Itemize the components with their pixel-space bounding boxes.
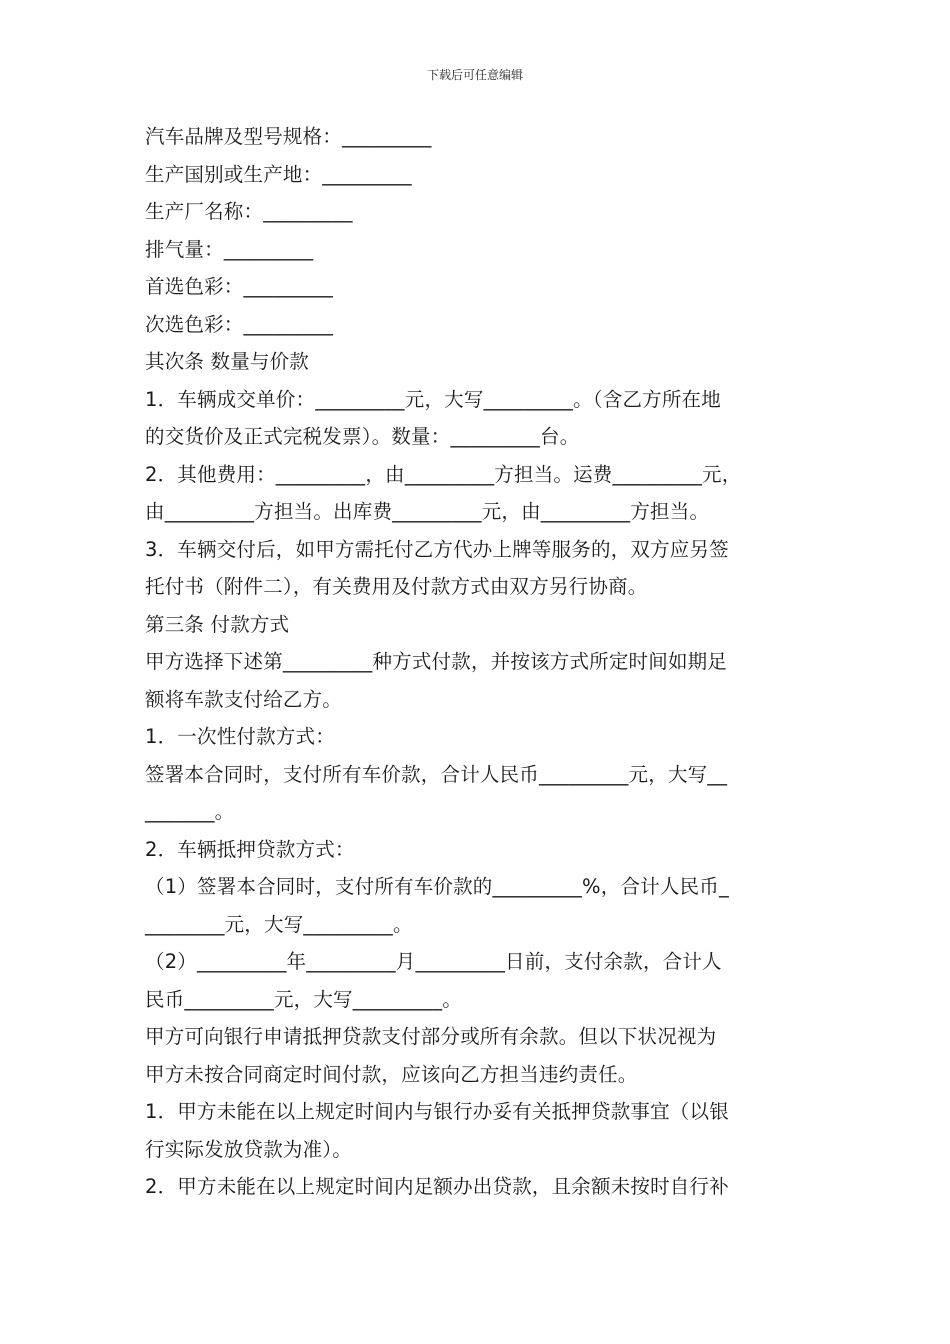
breach-item-1-cont: 行实际发放贷款为准）。 — [145, 1137, 352, 1161]
field-second-color: 次选色彩：_________ — [145, 312, 334, 336]
mortgage-item-1-cont: ________元，大写_________。 — [145, 912, 413, 936]
bank-loan-paragraph: 甲方可向银行申请抵押贷款支付部分或所有余款。但以下状况视为 — [145, 1025, 717, 1048]
payment-choice: 甲方选择下述第_________种方式付款，并按该方式所定时间如期足 — [145, 650, 728, 673]
clause-other-fees: 2．其他费用：_________，由_________方担当。运费_________元， — [145, 462, 742, 486]
clause-other-fees-cont: 由_________方担当。出库费_________元，由_________方担当。 — [145, 500, 710, 523]
clause-unit-price-cont: 的交货价及正式完税发票）。数量：_________台。 — [145, 425, 580, 448]
document-body — [145, 118, 815, 1206]
lump-sum-text-cont: _______。 — [145, 800, 235, 823]
page-header: 下载后可任意编辑 — [426, 68, 523, 82]
field-first-color: 首选色彩：_________ — [145, 275, 334, 298]
mortgage-item-1: （1）签署本合同时，支付所有车价款的_________%，合计人民币_ — [145, 875, 729, 898]
field-manufacturer: 生产厂名称：_________ — [145, 200, 353, 223]
mortgage-item-2: （2）_________年_________月_________日前，支付余款，合计人 — [145, 950, 722, 973]
mortgage-heading: 2．车辆抵押贷款方式： — [145, 837, 355, 861]
breach-item-2: 2．甲方未能在以上规定时间内足额办出贷款，且余额未按时自行补 — [145, 1175, 729, 1198]
mortgage-item-2-cont: 民币_________元，大写_________。 — [145, 987, 463, 1011]
breach-item-1: 1．甲方未能在以上规定时间内与银行办妥有关抵押贷款事宜（以银 — [145, 1100, 729, 1123]
clause-registration-service-cont: 托付书（附件二），有关费用及付款方式由双方另行协商。 — [145, 575, 648, 598]
article-3-heading: 第三条 付款方式 — [145, 612, 290, 636]
payment-choice-cont: 额将车款支付给乙方。 — [145, 687, 343, 711]
lump-sum-heading: 1．一次性付款方式： — [145, 725, 335, 748]
field-car-brand-model: 汽车品牌及型号规格：_________ — [145, 125, 432, 148]
field-origin-country: 生产国别或生产地：_________ — [145, 162, 412, 186]
lump-sum-text: 签署本合同时，支付所有车价款，合计人民币_________元，大写__ — [145, 762, 728, 786]
article-2-heading: 其次条 数量与价款 — [145, 350, 309, 373]
field-displacement: 排气量：_________ — [145, 237, 314, 261]
clause-registration-service: 3．车辆交付后，如甲方需托付乙方代办上牌等服务的，双方应另签 — [145, 537, 729, 561]
bank-loan-paragraph-cont: 甲方未按合同商定时间付款，应该向乙方担当违约责任。 — [145, 1062, 638, 1086]
clause-unit-price: 1．车辆成交单价：_________元，大写_________。（含乙方所在地 — [145, 387, 721, 411]
